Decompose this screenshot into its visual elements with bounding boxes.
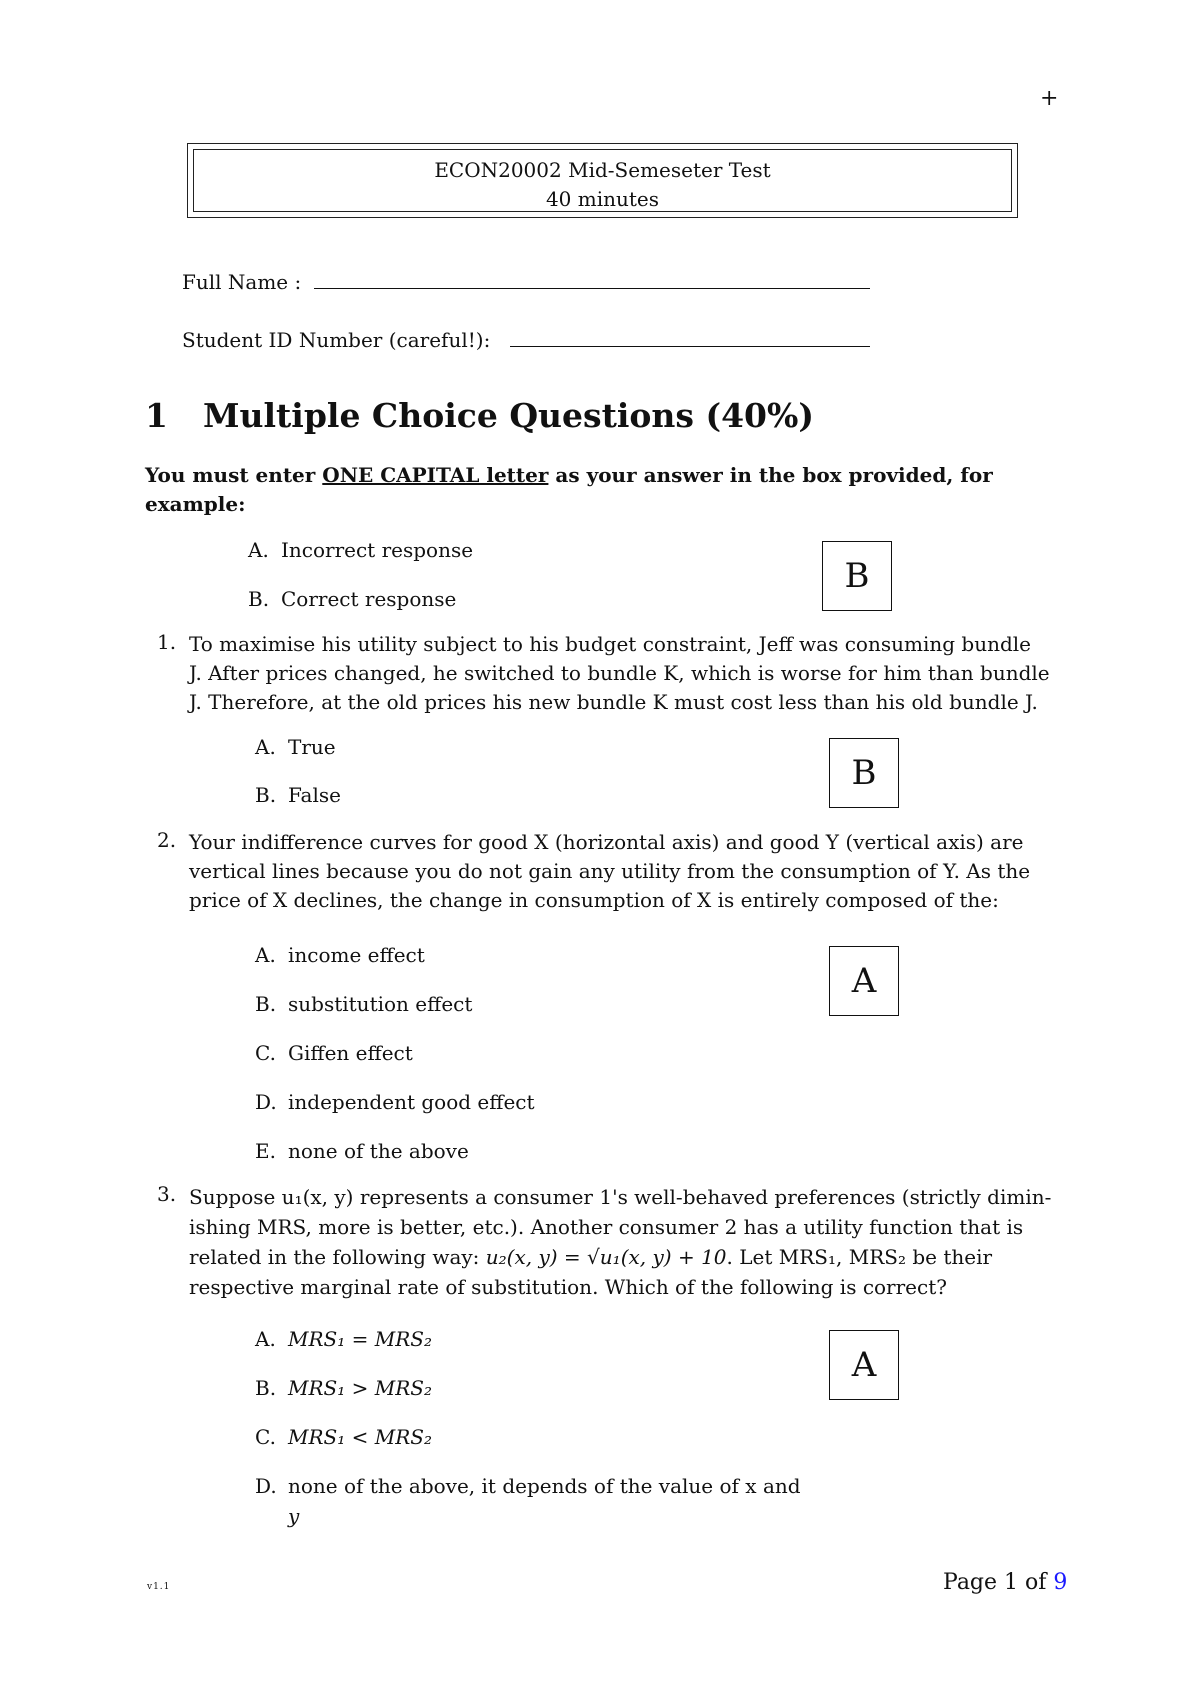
question-3-option-d: D. none of the above, it depends of the value of x and — [255, 1474, 801, 1498]
example-answer-box[interactable]: B — [822, 541, 892, 611]
page-total-link[interactable]: 9 — [1053, 1570, 1068, 1595]
section-number: 1 — [145, 396, 168, 435]
section-title: Multiple Choice Questions (40%) — [203, 396, 814, 435]
full-name-line[interactable] — [314, 288, 870, 289]
exam-header-box — [187, 143, 1018, 218]
full-name-label: Full Name : — [182, 270, 302, 294]
instructions-post: as your answer in the box provided, for example: — [145, 463, 993, 516]
exam-duration: 40 minutes — [545, 187, 660, 211]
question-3-option-d-cont: y — [288, 1504, 300, 1528]
version-label: v1.1 — [147, 1582, 171, 1592]
question-2-option-d: D. independent good effect — [255, 1090, 535, 1114]
question-3-number: 3. — [157, 1182, 177, 1206]
question-1-option-a: A. True — [255, 735, 336, 759]
question-1-answer-box[interactable]: B — [829, 738, 899, 808]
question-2-number: 2. — [157, 828, 177, 852]
corner-plus-mark: + — [1040, 86, 1059, 111]
instructions-underlined: ONE CAPITAL letter — [322, 463, 549, 487]
question-3-option-c: C. MRS₁ < MRS₂ — [255, 1425, 432, 1449]
exam-title: ECON20002 Mid-Semeseter Test — [434, 158, 771, 182]
question-3-option-b: B. MRS₁ > MRS₂ — [255, 1376, 432, 1400]
question-2-text: Your indifference curves for good X (horizontal axis) and good Y (vertical axis) are vertical lines because you do not gain any utility from the consumption of Y. As the price of X declines, the change in consumption of X is entirely composed of the: — [189, 830, 1031, 912]
question-1-number: 1. — [157, 630, 177, 654]
question-3-answer-box[interactable]: A — [829, 1330, 899, 1400]
question-3-option-a: A. MRS₁ = MRS₂ — [255, 1327, 432, 1351]
question-1-text: To maximise his utility subject to his budget constraint, Jeff was consuming bundle J. After prices changed, he switched to bundle K, which is worse for him than bundle J. Therefore, at the old prices his new bundle K must cost less than his old bundle J. — [189, 632, 1050, 714]
student-id-label: Student ID Number (careful!): — [182, 328, 491, 352]
question-2-option-a: A. income effect — [255, 943, 425, 967]
utility-formula: u₂(x, y) = √u₁(x, y) + 10 — [485, 1245, 727, 1269]
student-id-line[interactable] — [510, 346, 870, 347]
question-3-text: Suppose u₁(x, y) represents a consumer 1's well-behaved preferences (strictly dimin- ishing MRS, more is better, etc.). Another consumer 2 has a utility function that is related in the following way: u₂(x, y) = √u₁(x, y) + 10. Let MRS₁, MRS₂ be their respective marginal rate of substitution. Which of the following is correct? — [189, 1185, 1052, 1299]
example-option-b: B. Correct response — [248, 587, 457, 611]
question-1-option-b: B. False — [255, 783, 341, 807]
question-2-answer-box[interactable]: A — [829, 946, 899, 1016]
page-number: Page 1 of 9 — [943, 1570, 1068, 1595]
instructions — [145, 461, 1063, 519]
section-heading — [145, 396, 814, 435]
question-2-option-b: B. substitution effect — [255, 992, 473, 1016]
instructions-pre: You must enter — [145, 463, 323, 487]
example-option-a: A. Incorrect response — [248, 538, 474, 562]
question-2-option-c: C. Giffen effect — [255, 1041, 413, 1065]
question-2-option-e: E. none of the above — [255, 1139, 469, 1163]
exam-header-inner — [193, 149, 1012, 212]
